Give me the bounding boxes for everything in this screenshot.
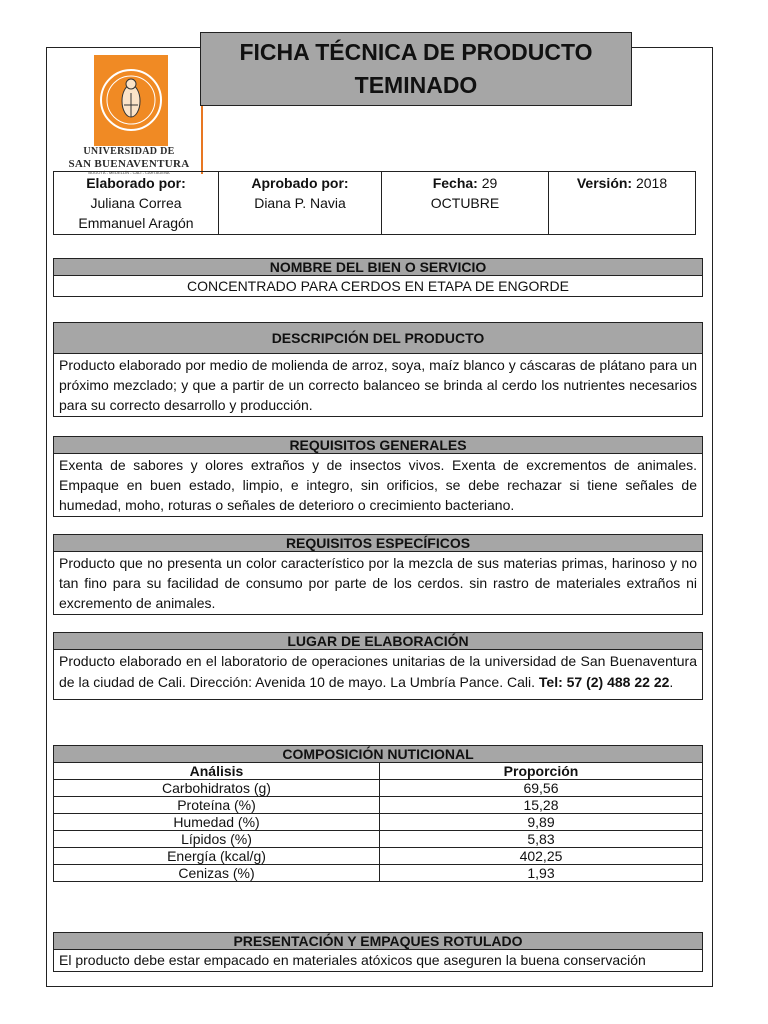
university-seal-logo [94,55,168,146]
orange-divider [201,106,203,174]
analisis-cell: Lípidos (%) [54,831,380,848]
section-nombre-title: NOMBRE DEL BIEN O SERVICIO [53,258,703,276]
composicion-title: COMPOSICIÓN NUTICIONAL [53,745,703,762]
section-presentacion-body: El producto debe estar empacado en materiales atóxicos que aseguren la buena conservación [53,950,703,972]
analisis-cell: Humedad (%) [54,814,380,831]
section-descripcion [53,322,703,417]
lugar-tel: Tel: 57 (2) 488 22 22 [538,674,670,690]
proporcion-cell: 9,89 [380,814,703,831]
logo-text-line3: BOGOTÁ - MEDELLÍN - CALI - CARTAGENA [88,170,170,175]
elaborado-cell [54,172,219,235]
elaborado-name-2: Emmanuel Aragón [78,215,194,231]
title-line-1: FICHA TÉCNICA DE PRODUCTO [239,39,593,65]
logo-text-line1: UNIVERSIDAD DE [83,146,175,157]
table-row [54,814,703,831]
proporcion-cell: 1,93 [380,865,703,882]
section-nombre [53,258,703,297]
composicion-header-row [54,763,703,780]
section-lugar-body [53,650,703,700]
section-lugar [53,632,703,700]
proporcion-cell: 5,83 [380,831,703,848]
section-generales-body: Exenta de sabores y olores extraños y de insectos vivos. Exenta de excrementos de animales. Empaque en buen estado, limpio, e integro, sin orificios, se debe rechazar si tiene señales de humedad, moho, roturas o señales de deterioro o crecimiento bacteriano. [53,454,703,517]
proporcion-cell: 402,25 [380,848,703,865]
section-descripcion-body: Producto elaborado por medio de molienda de arroz, soya, maíz blanco y cáscaras de plátano para un próximo mezclado; y que a partir de un correcto balanceo se brinda al cerdo los nutrientes necesarios para su correcto desarrollo y producción. [53,354,703,417]
fecha-day: 29 [477,175,498,191]
elaborado-label: Elaborado por: [86,175,186,191]
table-row [54,865,703,882]
aprobado-label: Aprobado por: [251,175,349,191]
title-line-2: TEMINADO [354,72,478,98]
lugar-end: . [669,674,674,690]
analisis-cell: Energía (kcal/g) [54,848,380,865]
section-lugar-title: LUGAR DE ELABORACIÓN [53,632,703,650]
logo-text-line2: SAN BUENAVENTURA [68,158,190,170]
proporcion-cell: 69,56 [380,780,703,797]
analisis-cell: Carbohidratos (g) [54,780,380,797]
section-especificos-title: REQUISITOS ESPECÍFICOS [53,534,703,552]
section-generales-title: REQUISITOS GENERALES [53,436,703,454]
lugar-text: Producto elaborado en el laboratorio de operaciones unitarias de la universidad de San Buenaventura de la ciudad de Cali. Dirección: Avenida 10 de mayo. La Umbría Pance. Cali. [59,653,697,690]
section-generales [53,436,703,517]
composicion-col-analisis: Análisis [54,763,380,780]
proporcion-cell: 15,28 [380,797,703,814]
table-row [54,848,703,865]
section-especificos [53,534,703,615]
table-row [54,780,703,797]
section-presentacion-title: PRESENTACIÓN Y EMPAQUES ROTULADO [53,932,703,950]
section-especificos-body: Producto que no presenta un color característico por la mezcla de sus materias primas, harinoso y no tan fino para su facilidad de consumo por parte de los cerdos. sin rastro de materiales extraños ni excremento de animales. [53,552,703,615]
version-label: Versión: [576,175,633,191]
section-presentacion [53,932,703,972]
composicion-col-proporcion: Proporción [380,763,703,780]
section-nombre-body: CONCENTRADO PARA CERDOS EN ETAPA DE ENGORDE [53,276,703,297]
meta-table [53,171,696,235]
section-descripcion-title: DESCRIPCIÓN DEL PRODUCTO [53,322,703,354]
fecha-month: OCTUBRE [430,195,500,211]
fecha-label: Fecha: [432,175,478,191]
fecha-cell [382,172,549,235]
aprobado-name: Diana P. Navia [254,195,346,211]
version-value: 2018 [632,175,668,191]
table-row [54,831,703,848]
version-cell [549,172,696,235]
table-row [54,797,703,814]
analisis-cell: Cenizas (%) [54,865,380,882]
composicion-table [53,762,703,882]
analisis-cell: Proteína (%) [54,797,380,814]
aprobado-cell [219,172,382,235]
elaborado-name-1: Juliana Correa [90,195,182,211]
document-title [200,32,632,106]
